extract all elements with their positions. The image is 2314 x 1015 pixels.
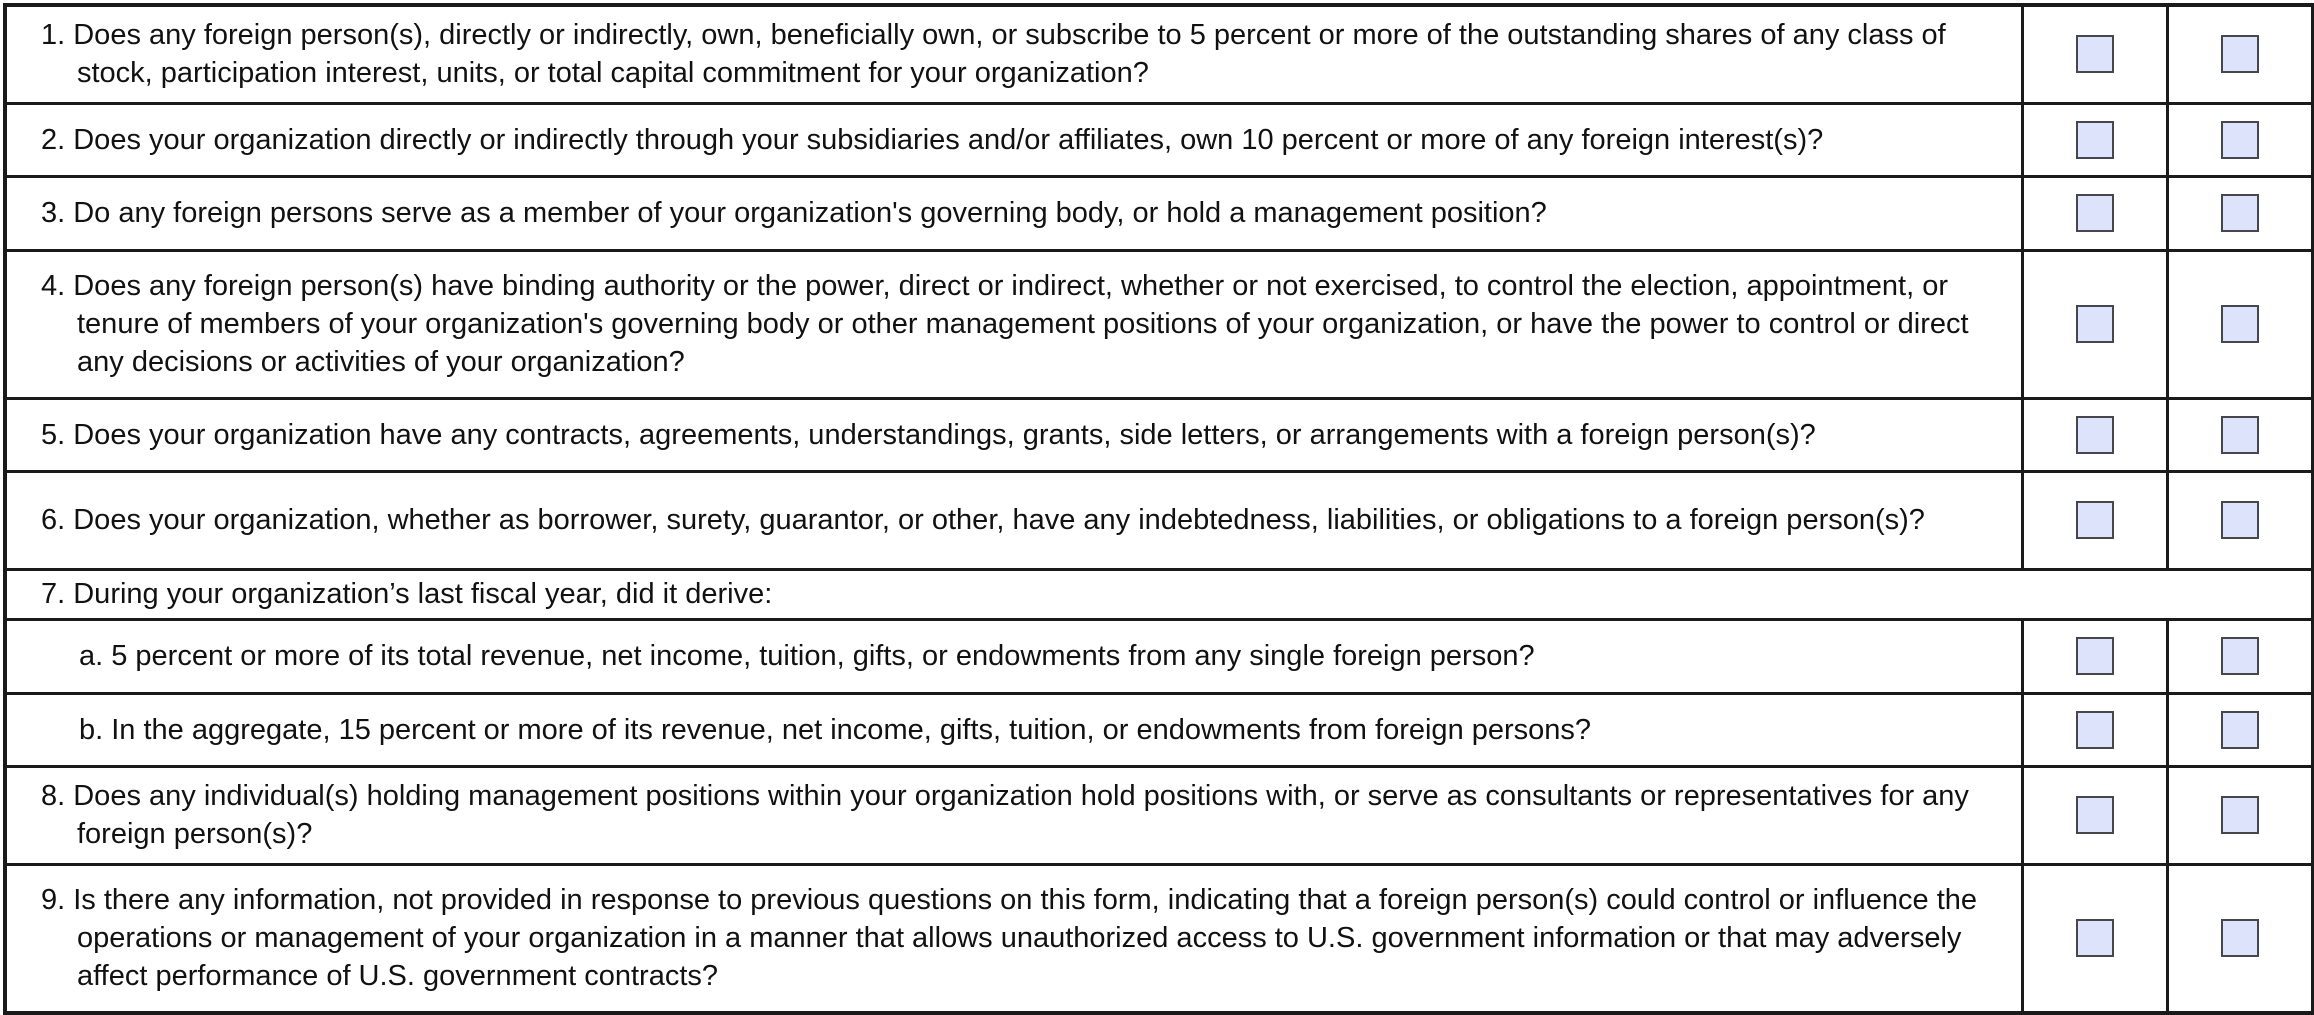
- question-text-7b: [5, 693, 2022, 766]
- question-row-3: [5, 176, 2313, 250]
- question-7b-label: b. In the aggregate, 15 percent or more of its revenue, net income, gifts, tuition, or endowments from foreign persons?: [79, 713, 1592, 746]
- question-6-checkbox-a[interactable]: [2076, 501, 2114, 539]
- question-2-checkbox-a[interactable]: [2076, 121, 2114, 159]
- question-2-label: 2. Does your organization directly or indirectly through your subsidiaries and/or affiliates, own 10 percent or more of any foreign interest(s)?: [41, 123, 1824, 156]
- question-5-checkbox-b[interactable]: [2221, 416, 2259, 454]
- question-text-3: [5, 176, 2022, 250]
- question-row-5: [5, 398, 2313, 471]
- question-4-label: 4. Does any foreign person(s) have binding authority or the power, direct or indirect, whether or not exercised, to control the election, appointment, or tenure of members of your organization's governing body or other management positions of your organization, or have the power to control or direct any decisions or activities of your organization?: [41, 270, 1969, 378]
- question-7-label: 7. During your organization’s last fiscal year, did it derive:: [41, 578, 773, 610]
- question-row-1: [5, 5, 2313, 103]
- question-8-checkbox-a[interactable]: [2076, 796, 2114, 834]
- question-1-checkbox-b[interactable]: [2221, 35, 2259, 73]
- question-row-8: [5, 766, 2313, 864]
- question-3-checkbox-a[interactable]: [2076, 194, 2114, 232]
- question-9-checkbox-b[interactable]: [2221, 919, 2259, 957]
- question-1-label: 1. Does any foreign person(s), directly or indirectly, own, beneficially own, or subscribe to 5 percent or more of the outstanding shares of any class of stock, participation interest, units, or total capital commitment for your organization?: [41, 19, 1946, 90]
- question-3-label: 3. Do any foreign persons serve as a member of your organization's governing body, or hold a management position?: [41, 197, 1547, 229]
- question-text-9: [5, 864, 2022, 1013]
- question-text-7: [5, 569, 2313, 619]
- question-row-7a: [5, 619, 2313, 693]
- question-9-label: 9. Is there any information, not provided in response to previous questions on this form, indicating that a foreign person(s) could control or influence the operations or management of your organization in a manner that allows unauthorized access to U.S. government information or that may adversely affect performance of U.S. government contracts?: [41, 884, 1978, 993]
- question-row-4: [5, 250, 2313, 398]
- question-text-2: [5, 103, 2022, 176]
- question-7a-checkbox-a[interactable]: [2076, 637, 2114, 675]
- foreign-interest-questionnaire: [3, 3, 2314, 1015]
- question-row-2: [5, 103, 2313, 176]
- question-6-checkbox-b[interactable]: [2221, 501, 2259, 539]
- question-8-label: 8. Does any individual(s) holding management positions within your organization hold positions with, or serve as consultants or representatives for any foreign person(s)?: [41, 780, 1969, 850]
- question-7a-label: a. 5 percent or more of its total revenue, net income, tuition, gifts, or endowments from any single foreign person?: [79, 640, 1535, 672]
- question-row-9: [5, 864, 2313, 1013]
- question-row-6: [5, 471, 2313, 569]
- question-4-checkbox-a[interactable]: [2076, 305, 2114, 343]
- question-text-6: [5, 471, 2022, 569]
- question-text-1: [5, 5, 2022, 103]
- question-8-checkbox-b[interactable]: [2221, 796, 2259, 834]
- question-9-checkbox-a[interactable]: [2076, 919, 2114, 957]
- question-text-4: [5, 250, 2022, 398]
- question-3-checkbox-b[interactable]: [2221, 194, 2259, 232]
- question-text-7a: [5, 619, 2022, 693]
- question-6-label: 6. Does your organization, whether as borrower, surety, guarantor, or other, have any indebtedness, liabilities, or obligations to a foreign person(s)?: [41, 504, 1925, 536]
- question-row-7b: [5, 693, 2313, 766]
- question-text-8: [5, 766, 2022, 864]
- question-5-label: 5. Does your organization have any contracts, agreements, understandings, grants, side letters, or arrangements with a foreign person(s)?: [41, 418, 1816, 451]
- question-row-7: [5, 569, 2313, 619]
- question-2-checkbox-b[interactable]: [2221, 121, 2259, 159]
- question-7b-checkbox-a[interactable]: [2076, 711, 2114, 749]
- question-5-checkbox-a[interactable]: [2076, 416, 2114, 454]
- question-7b-checkbox-b[interactable]: [2221, 711, 2259, 749]
- question-7a-checkbox-b[interactable]: [2221, 637, 2259, 675]
- question-4-checkbox-b[interactable]: [2221, 305, 2259, 343]
- question-text-5: [5, 398, 2022, 471]
- question-1-checkbox-a[interactable]: [2076, 35, 2114, 73]
